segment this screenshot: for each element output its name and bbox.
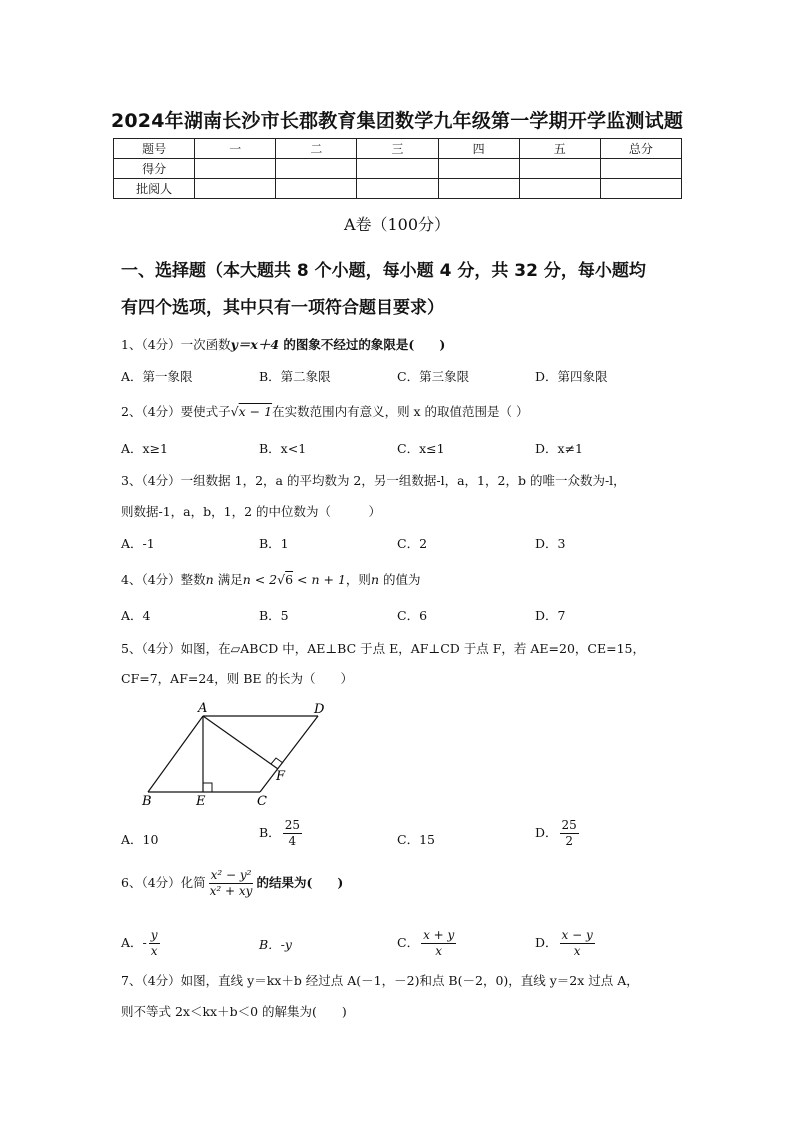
q3-option-a: A．-1 [121,536,155,551]
question-5-line2: CF=7，AF=24，则 BE 的长为（ ） [121,671,354,686]
row-label: 得分 [114,159,195,179]
q2-option-b: B．x<1 [259,441,307,456]
q1-prefix: 1、（4分）一次函数 [121,337,231,352]
fraction-numerator: x² − y² [210,868,252,882]
question-5-line1: 5、（4分）如图，在▱ABCD 中，AE⊥BC 于点 E，AF⊥CD 于点 F，若 AE=20，CE=15， [121,641,645,656]
score-cell [519,159,600,179]
q4-ineq-left: n < 2 [242,572,278,587]
q3-option-c: C．2 [397,536,428,551]
question-4 [121,570,420,588]
edge-cd [260,716,318,792]
right-angle-mark-f [271,758,283,764]
q3-option-d: D．3 [535,536,566,551]
q2-option-d: D．x≠1 [535,441,583,456]
q4-radicand: 6 [285,572,294,587]
fraction [421,928,456,959]
fraction-denominator: x [573,944,581,958]
fraction-denominator: x² + xy [209,884,253,898]
q1-option-c: C．第三象限 [397,369,470,384]
score-cell [195,159,276,179]
label-c: C [257,794,267,809]
q4-var-n: n [205,572,214,587]
header-cell: 一 [195,139,276,159]
score-cell [438,179,519,199]
q6-option-b: B．-y [259,937,292,952]
q5-option-d [535,818,581,849]
fraction-numerator: x + y [423,928,455,942]
q1-option-d: D．第四象限 [535,369,608,384]
label-d: D [314,702,325,717]
section1-line2: 有四个选项，其中只有一项符合题目要求） [121,298,444,318]
q6-suffix: 的结果为( ) [256,875,344,890]
score-cell [276,159,357,179]
q6-option-a [121,928,162,959]
q4-option-c: C．6 [397,608,428,623]
q1-suffix: 的图象不经过的象限是( ) [279,337,446,352]
header-cell: 四 [438,139,519,159]
row-label: 批阅人 [114,179,195,199]
q4-mid: 满足 [213,572,243,587]
question-3-line1: 3、（4分）一组数据 1，2，a 的平均数为 2，另一组数据-l，a，1，2，b 的唯一众数为-l， [121,473,626,488]
q1-function: y＝x＋4 [230,337,280,352]
q4-suffix: ，则 [345,572,371,587]
fraction-denominator: 4 [288,834,297,848]
score-cell [519,179,600,199]
q1-option-a: A．第一象限 [121,369,193,384]
q6-option-d [535,928,597,959]
q4-prefix: 4、（4分）整数 [121,572,206,587]
score-cell [438,159,519,179]
q6-option-d-label: D． [535,935,558,950]
fraction-numerator: 25 [561,818,577,832]
header-cell: 题号 [114,139,195,159]
q2-suffix: 在实数范围内有意义，则 x 的取值范围是（ ） [272,404,529,419]
score-cell [357,159,438,179]
score-table-row [114,159,682,179]
fraction [560,928,595,959]
score-cell [357,179,438,199]
q5-option-b [259,818,304,849]
fraction-numerator: y [150,928,158,942]
fraction-denominator: x [150,944,158,958]
header-cell: 三 [357,139,438,159]
section-a-heading: A卷（100分） [343,215,451,234]
score-table-row [114,179,682,199]
q3-option-b: B．1 [259,536,289,551]
label-a: A [198,701,208,716]
q6-prefix: 6、（4分）化简 [121,875,206,890]
score-table [113,138,682,199]
q4-suffix2: 的值为 [379,572,421,587]
q4-var-n2: n [370,572,379,587]
header-cell: 总分 [600,139,681,159]
question-3-line2: 则数据-1，a，b，1，2 的中位数为（ ） [121,504,382,519]
fraction [560,818,579,849]
q4-option-b: B．5 [259,608,289,623]
q5-option-d-label: D． [535,825,558,840]
question-6 [121,868,343,899]
fraction [283,818,302,849]
q2-option-a: A．x≥1 [121,441,169,456]
question-2 [121,402,529,420]
fraction-numerator: x − y [561,928,593,942]
q4-option-d: D．7 [535,608,566,623]
edge-ab [148,716,203,792]
right-angle-mark-e [203,783,212,792]
label-b: B [142,794,152,809]
q5-option-b-label: B． [259,825,281,840]
q6-option-c [397,928,458,959]
header-cell: 五 [519,139,600,159]
question-1 [121,335,445,353]
fraction-denominator: 2 [565,834,573,848]
fraction [208,868,255,899]
exam-title: 2024年湖南长沙市长郡教育集团数学九年级第一学期开学监测试题 [110,110,684,132]
q1-option-b: B．第二象限 [259,369,331,384]
score-cell [600,179,681,199]
question-7-line2: 则不等式 2x＜kx＋b＜0 的解集为( ) [121,1004,347,1019]
fraction-denominator: x [435,944,443,958]
score-cell [195,179,276,199]
score-cell [276,179,357,199]
q4-option-a: A．4 [121,608,151,623]
sqrt-expression: √6 [277,572,294,587]
fraction [149,928,160,959]
q2-option-c: C．x≤1 [397,441,445,456]
score-table-header-row [114,139,682,159]
q6-option-c-label: C． [397,935,420,950]
score-cell [600,159,681,179]
q5-option-c: C．15 [397,832,435,847]
label-e: E [196,794,206,809]
q2-radicand: x − 1 [238,404,273,419]
parallelogram-figure [140,698,340,810]
q6-option-a-sign: - [142,935,147,950]
header-cell: 二 [276,139,357,159]
section1-line1: 一、选择题（本大题共 8 个小题，每小题 4 分，共 32 分，每小题均 [121,261,646,281]
fraction-numerator: 25 [284,818,300,832]
q2-prefix: 2、（4分）要使式子 [121,404,231,419]
q4-ineq-right: < n + 1 [293,572,346,587]
segment-af [203,716,278,769]
q6-option-a-label: A． [121,935,143,950]
label-f: F [276,769,286,784]
question-7-line1: 7、（4分）如图，直线 y＝kx＋b 经过点 A(－1，－2)和点 B(－2，0)，直线 y＝2x 过点 A， [121,973,639,988]
sqrt-expression: √x − 1 [230,404,273,419]
q5-option-a: A．10 [121,832,159,847]
